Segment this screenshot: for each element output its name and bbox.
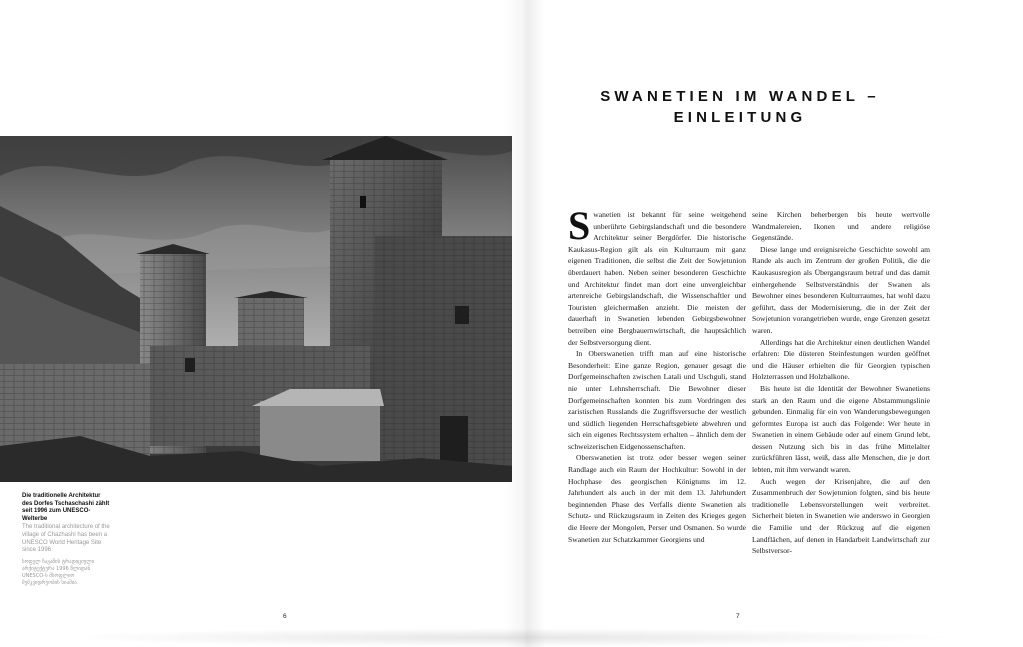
text-column-2 <box>752 209 930 557</box>
ushguli-towers-photo <box>0 136 512 482</box>
paragraph: Oberswanetien ist trotz oder besser wegen seiner Randlage auch ein Raum der Hochkultur: Sowohl in der Hochphase des georgischen Königtums im 12. Jahrhundert als auch in der mit dem 13. Jahrhundert beginnenden Phase des Verfalls diente Swanetien als Schutz- und Rückzugsraum in Zeiten des Krieges gegen die Heere der Mongolen, Perser und Osmanen. So wurde Swanetien zur Schatzkammer Georgiens und <box>568 453 746 544</box>
photo-caption <box>22 493 112 588</box>
caption-georgian: სოფელ ჩაჟაშის ტრადიციული არქიტექტურა 1996 წლიდან UNESCO-ს მსოფლიო მემკვიდრეობის სიაშია <box>22 558 95 587</box>
page-number-right: 7 <box>736 613 740 620</box>
chapter-title: SWANETIEN IM WANDEL – EINLEITUNG <box>600 88 880 126</box>
paragraph: In Oberswanetien trifft man auf eine historische Besonderheit: Eine ganze Region, genauer gesagt die Dorfgemeinschaften zwischen Latali und Uschguli, stand nie unter Lehnsherrschaft. Die Bewohner dieser Dorfgemeinschaften konnten bis zum Vordringen des zaristischen Russlands die Zugriffsversuche der westlich und südlich liegenden Herrschaftsgebiete abwehren und sich ein eigenes Rechtssystem erhalten – ähnlich dem der schweizerischen Eidgenossenschaften. <box>568 349 746 451</box>
paragraph: Auch wegen der Krisenjahre, die auf den Zusammenbruch der Sowjetunion folgten, sind bis heute traditionelle Lebensvorstellungen weit verbreitet. Sicherheit bieten in Swanetien wie anderswo in Georgien die Familie und der Rückzug auf die eigenen Landflächen, auf denen in Handarbeit Landwirtschaft zur Selbstversor- <box>752 476 930 556</box>
dropcap: S <box>568 203 591 248</box>
text-column-1 <box>568 203 746 545</box>
paragraph <box>568 203 746 348</box>
paragraph: Allerdings hat die Architektur einen deutlichen Wandel erfahren: Die düsteren Steinfestungen wurden geöffnet und die Häuser erhielten die für Georgien typischen Holzterrassen und Holzbalkone. <box>752 337 930 382</box>
page-number-left: 6 <box>283 613 287 620</box>
paragraph-text: wanetien ist bekannt für seine weitgehend unberührte Gebirgslandschaft und die besondere Architektur seiner Bergdörfer. Die historische Kaukasus-Region gilt als ein Kulturraum mit ganz eigenen Traditionen, die selbst die Zeit der Sowjetunion überdauert haben. Neben seiner besonderen Geschichte und Architektur findet man dort eine unvergleichbar artenreiche Gebirgslandschaft, die Wissenschaftler und Touristen gleichermaßen anzieht. Die meisten der dauerhaft in Swanetien lebenden Gebirgsbewohner betreiben eine Bergbauernwirtschaft, die hauptsächlich der Selbstversorgung dient. <box>568 210 746 347</box>
caption-german: Die traditionelle Architektur des Dorfes Tschaschashi zählt seit 1996 zum UNESCO-Welterbe <box>22 493 110 522</box>
paragraph: seine Kirchen beherbergen bis heute wertvolle Wandmalereien, Ikonen und andere religiöse Gegenstände. <box>752 210 930 243</box>
caption-english: The traditional architecture of the village of Chazhashi has been a UNESCO World Heritage Site since 1996 <box>22 524 110 554</box>
paragraph: Diese lange und ereignisreiche Geschichte sowohl am Rande als auch im Zentrum der großen Politik, die die Kaukasusregion als Übergangsraum betraf und das damit einhergehende Selbstverständnis der Swanen als Bewohner eines besonderen Kulturraumes, hat wohl dazu geführt, dass der Modernisierung, die in der Zeit der Sowjetunion vorangetrieben wurde, enge Grenzen gesetzt waren. <box>752 244 930 335</box>
paragraph: Bis heute ist die Identität der Bewohner Swanetiens stark an den Raum und die eigene Abstammungslinie gebunden. Einmalig für ein von Wanderungsbewegungen geformtes Europa ist auch das Folgende: Wer heute in Swanetien in einem Gebäude oder auf einem Grund lebt, dessen Nutzung sich bis in das frühe Mittelalter zurückführen lässt, weiß, dass alle Menschen, die je dort lebten, mit ihm verwandt waren. <box>752 383 930 475</box>
bottom-shadow <box>60 628 960 647</box>
photo-illustration <box>0 136 512 482</box>
